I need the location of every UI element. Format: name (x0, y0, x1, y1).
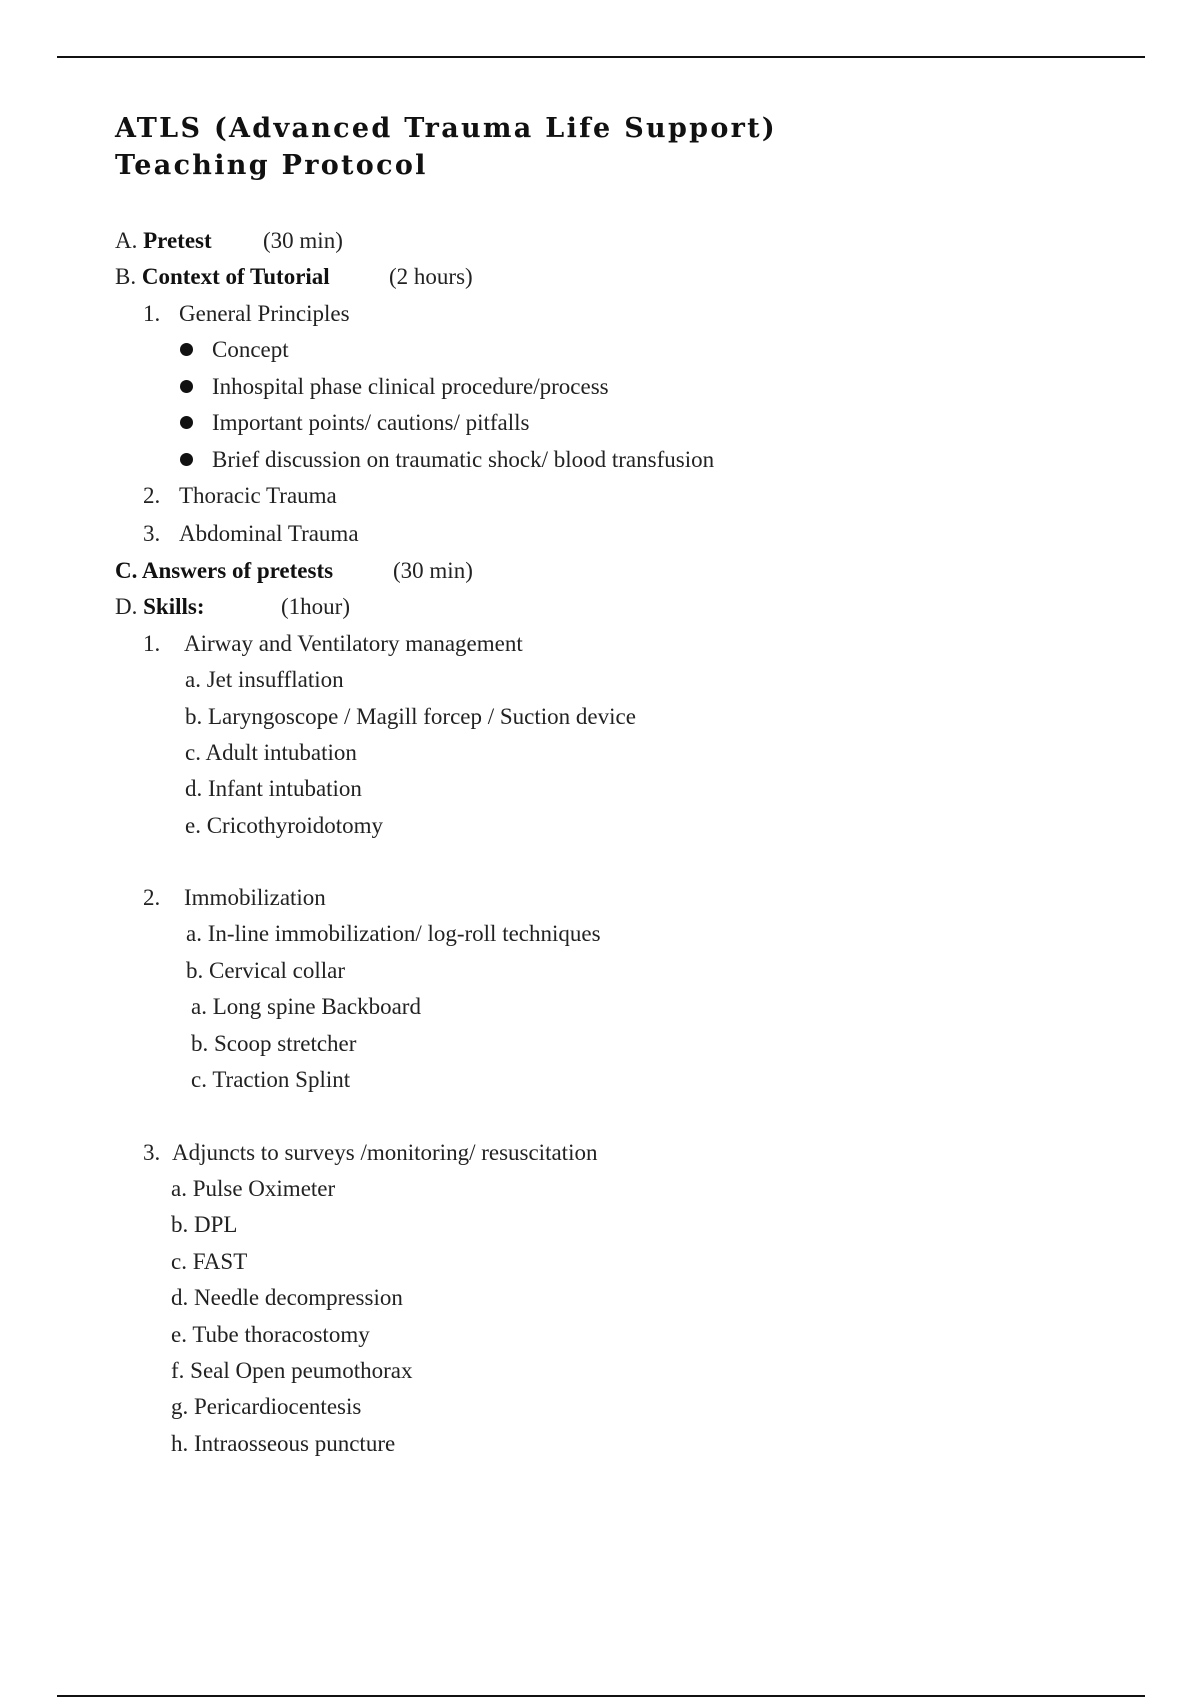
sub-text: DPL (194, 1212, 238, 1237)
sub-text: Pulse Oximeter (192, 1176, 336, 1201)
item-label: Abdominal Trauma (179, 521, 359, 546)
sub-text: Scoop stretcher (214, 1031, 357, 1056)
sub-text: Adult intubation (205, 740, 357, 765)
sub-letter: a. (171, 1176, 187, 1201)
sub-item (171, 1393, 361, 1421)
sub-item (171, 1321, 370, 1349)
section-letter: D. (115, 594, 138, 619)
sub-letter: f. (171, 1358, 185, 1383)
sub-text: Needle decompression (194, 1285, 403, 1310)
bullet-item (180, 409, 530, 437)
bullet-icon (180, 453, 193, 466)
item-number: 2. (143, 885, 161, 910)
bullet-text: Concept (212, 337, 289, 362)
section-name: Answers of pretests (141, 558, 334, 583)
bullet-text: Inhospital phase clinical procedure/process (212, 374, 609, 399)
page-title (115, 110, 777, 184)
skill-item (143, 884, 326, 912)
item-number: 3. (143, 1140, 161, 1165)
section-duration: (1hour) (281, 594, 350, 619)
sub-item (191, 1030, 356, 1058)
section-letter: A. (115, 228, 138, 253)
title-line-2: Teaching Protocol (115, 150, 428, 181)
sub-letter: e. (185, 813, 201, 838)
item-number: 2. (143, 483, 161, 508)
sub-letter: h. (171, 1431, 189, 1456)
list-item (143, 482, 337, 510)
sub-item (171, 1211, 237, 1239)
sub-letter: d. (171, 1285, 189, 1310)
sub-letter: b. (171, 1212, 189, 1237)
list-item (143, 300, 350, 328)
item-number: 3. (143, 521, 161, 546)
item-label: Airway and Ventilatory management (184, 631, 523, 656)
sub-text: Jet insufflation (206, 667, 344, 692)
sub-item (171, 1175, 335, 1203)
section-duration: (30 min) (263, 228, 343, 253)
sub-item (185, 666, 344, 694)
sub-letter: c. (185, 740, 201, 765)
item-label: General Principles (179, 301, 350, 326)
section-letter: B. (115, 264, 137, 289)
sub-item (185, 812, 383, 840)
section-duration: (30 min) (393, 558, 473, 583)
sub-letter: b. (185, 704, 203, 729)
sub-text: Traction Splint (212, 1067, 351, 1092)
top-rule (57, 56, 1145, 58)
section-name: Skills: (143, 594, 205, 619)
sub-letter: d. (185, 776, 203, 801)
section-d (115, 593, 350, 621)
sub-item (185, 703, 636, 731)
section-b (115, 263, 473, 291)
sub-item (171, 1430, 395, 1458)
bullet-icon (180, 343, 193, 356)
sub-item (171, 1284, 403, 1312)
sub-item (185, 739, 357, 767)
sub-text: Cricothyroidotomy (206, 813, 384, 838)
bullet-text: Important points/ cautions/ pitfalls (212, 410, 530, 435)
skill-item (143, 1139, 598, 1167)
skill-item (143, 630, 523, 658)
sub-item (186, 957, 345, 985)
sub-text: Long spine Backboard (212, 994, 421, 1019)
sub-letter: c. (171, 1249, 187, 1274)
bullet-item (180, 336, 289, 364)
sub-text: Intraosseous puncture (194, 1431, 396, 1456)
section-duration: (2 hours) (389, 264, 473, 289)
bottom-rule (57, 1695, 1145, 1697)
item-label: Adjuncts to surveys /monitoring/ resuscitation (172, 1140, 598, 1165)
sub-letter: b. (186, 958, 204, 983)
section-a (115, 227, 343, 255)
sub-text: Pericardiocentesis (194, 1394, 362, 1419)
item-number: 1. (143, 631, 161, 656)
sub-letter: b. (191, 1031, 209, 1056)
section-letter: C. (115, 558, 138, 583)
item-label: Immobilization (184, 885, 326, 910)
sub-letter: a. (185, 667, 201, 692)
item-number: 1. (143, 301, 161, 326)
sub-text: Infant intubation (208, 776, 362, 801)
sub-text: Cervical collar (209, 958, 346, 983)
title-line-1: ATLS (Advanced Trauma Life Support) (115, 113, 778, 144)
sub-item (171, 1357, 412, 1385)
section-c (115, 557, 473, 585)
section-name: Context of Tutorial (141, 264, 330, 289)
section-name: Pretest (143, 228, 212, 253)
sub-text: In-line immobilization/ log-roll techniques (207, 921, 601, 946)
sub-letter: a. (191, 994, 207, 1019)
sub-item (171, 1248, 247, 1276)
sub-letter: c. (191, 1067, 207, 1092)
sub-text: Laryngoscope / Magill forcep / Suction device (208, 704, 636, 729)
sub-item (186, 920, 601, 948)
sub-letter: e. (171, 1322, 187, 1347)
sub-text: FAST (192, 1249, 248, 1274)
sub-letter: g. (171, 1394, 189, 1419)
sub-text: Seal Open peumothorax (190, 1358, 413, 1383)
bullet-item (180, 373, 609, 401)
sub-item (191, 993, 421, 1021)
bullet-item (180, 446, 714, 474)
sub-item (185, 775, 362, 803)
list-item (143, 520, 359, 548)
bullet-text: Brief discussion on traumatic shock/ blood transfusion (212, 447, 715, 472)
bullet-icon (180, 416, 193, 429)
bullet-icon (180, 380, 193, 393)
sub-text: Tube thoracostomy (192, 1322, 370, 1347)
sub-letter: a. (186, 921, 202, 946)
sub-item (191, 1066, 350, 1094)
item-label: Thoracic Trauma (179, 483, 337, 508)
